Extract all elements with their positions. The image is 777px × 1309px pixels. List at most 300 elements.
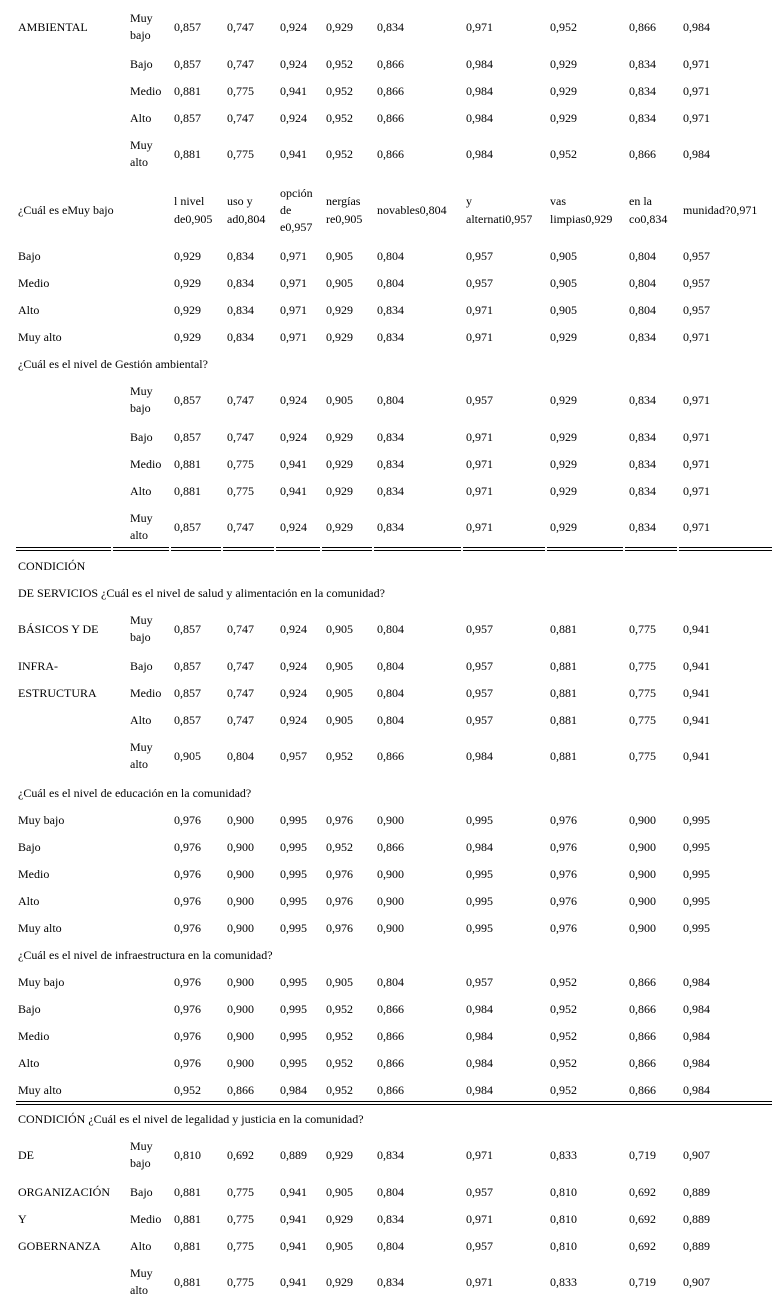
table-cell: 0,952 — [550, 20, 577, 34]
table-cell: 0,941 — [280, 457, 307, 471]
table-cell: 0,857 — [174, 622, 201, 636]
table-cell: 0,775 — [227, 484, 254, 498]
table-cell: 0,775 — [227, 1212, 254, 1226]
table-cell: 0,957 — [466, 249, 493, 263]
table-cell: 0,995 — [280, 1056, 307, 1070]
header-cell: re0,905 — [326, 212, 363, 226]
question-text: ¿Cuál es eMuy bajo — [18, 203, 114, 217]
table-cell: 0,804 — [377, 686, 404, 700]
table-cell: 0,984 — [466, 1002, 493, 1016]
category-label: Muy — [130, 384, 153, 398]
table-cell: 0,834 — [227, 276, 254, 290]
table-cell: 0,924 — [280, 686, 307, 700]
table-cell: 0,984 — [683, 147, 710, 161]
category-label: alto — [130, 155, 148, 169]
table-cell: 0,900 — [377, 813, 404, 827]
header-cell: de0,905 — [174, 212, 213, 226]
table-cell: 0,971 — [466, 430, 493, 444]
table-cell: 0,984 — [683, 1029, 710, 1043]
table-cell: 0,976 — [326, 867, 353, 881]
table-cell: 0,866 — [629, 20, 656, 34]
table-cell: 0,866 — [629, 1002, 656, 1016]
category-label: Medio — [130, 686, 162, 700]
table-cell: 0,976 — [550, 894, 577, 908]
table-cell: 0,976 — [174, 1002, 201, 1016]
table-cell: 0,834 — [629, 57, 656, 71]
table-cell: 0,889 — [280, 1148, 307, 1162]
table-cell: 0,889 — [683, 1239, 710, 1253]
category-label: Alto — [18, 1056, 40, 1070]
question-text: CONDICIÓN ¿Cuál es el nivel de legalidad y justicia en la comunidad? — [18, 1112, 364, 1126]
table-cell: 0,941 — [280, 147, 307, 161]
table-cell: 0,957 — [683, 249, 710, 263]
category-label: Medio — [18, 1029, 50, 1043]
table-cell: 0,976 — [174, 975, 201, 989]
table-cell: 0,810 — [550, 1185, 577, 1199]
table-cell: 0,971 — [683, 457, 710, 471]
table-cell: 0,952 — [174, 1083, 201, 1097]
table-cell: 0,984 — [466, 749, 493, 763]
table-cell: 0,976 — [326, 813, 353, 827]
table-cell: 0,929 — [326, 20, 353, 34]
table-cell: 0,941 — [280, 1239, 307, 1253]
table-cell: 0,747 — [227, 111, 254, 125]
category-label: Muy bajo — [18, 813, 65, 827]
header-cell: vas — [550, 194, 566, 208]
section-label: ORGANIZACIÓN — [18, 1185, 110, 1199]
table-cell: 0,952 — [550, 1002, 577, 1016]
table-cell: 0,866 — [377, 1002, 404, 1016]
table-cell: 0,881 — [550, 749, 577, 763]
table-cell: 0,866 — [377, 749, 404, 763]
table-cell: 0,834 — [377, 484, 404, 498]
category-label: Bajo — [18, 840, 41, 854]
table-cell: 0,941 — [280, 484, 307, 498]
table-cell: 0,866 — [377, 147, 404, 161]
table-cell: 0,984 — [466, 84, 493, 98]
table-cell: 0,747 — [227, 659, 254, 673]
table-cell: 0,971 — [466, 484, 493, 498]
table-cell: 0,804 — [629, 249, 656, 263]
table-cell: 0,952 — [326, 1029, 353, 1043]
category-label: Alto — [130, 1239, 152, 1253]
table-cell: 0,941 — [280, 1185, 307, 1199]
category-label: alto — [130, 528, 148, 542]
table-cell: 0,952 — [326, 147, 353, 161]
category-label: Muy bajo — [18, 975, 65, 989]
table-cell: 0,775 — [629, 622, 656, 636]
table-cell: 0,905 — [550, 276, 577, 290]
table-cell: 0,804 — [227, 749, 254, 763]
category-label: Bajo — [18, 1002, 41, 1016]
category-label: Muy — [130, 1266, 153, 1280]
table-cell: 0,924 — [280, 57, 307, 71]
table-cell: 0,900 — [227, 867, 254, 881]
header-cell: y — [466, 194, 472, 208]
table-cell: 0,905 — [326, 686, 353, 700]
table-cell: 0,995 — [466, 921, 493, 935]
table-cell: 0,971 — [466, 1148, 493, 1162]
table-cell: 0,900 — [377, 894, 404, 908]
table-cell: 0,971 — [280, 303, 307, 317]
category-label: Muy — [130, 613, 153, 627]
table-cell: 0,971 — [466, 457, 493, 471]
table-cell: 0,905 — [326, 1185, 353, 1199]
table-cell: 0,957 — [466, 659, 493, 673]
category-label: Muy — [130, 11, 153, 25]
header-cell: nergías — [326, 194, 361, 208]
table-cell: 0,747 — [227, 393, 254, 407]
table-cell: 0,866 — [377, 840, 404, 854]
category-label: bajo — [130, 28, 151, 42]
category-label: Bajo — [130, 1185, 153, 1199]
table-cell: 0,952 — [326, 57, 353, 71]
table-cell: 0,775 — [227, 1239, 254, 1253]
table-cell: 0,929 — [174, 330, 201, 344]
table-cell: 0,866 — [629, 1083, 656, 1097]
table-cell: 0,929 — [326, 484, 353, 498]
table-cell: 0,834 — [377, 430, 404, 444]
table-cell: 0,866 — [377, 111, 404, 125]
table-cell: 0,971 — [466, 20, 493, 34]
table-cell: 0,719 — [629, 1275, 656, 1289]
table-cell: 0,941 — [683, 622, 710, 636]
table-cell: 0,900 — [227, 894, 254, 908]
table-cell: 0,984 — [466, 1083, 493, 1097]
table-cell: 0,834 — [377, 1275, 404, 1289]
table-cell: 0,881 — [174, 1212, 201, 1226]
table-cell: 0,929 — [326, 330, 353, 344]
table-cell: 0,929 — [550, 430, 577, 444]
category-label: Medio — [18, 276, 50, 290]
table-cell: 0,971 — [280, 249, 307, 263]
header-cell: novables0,804 — [377, 203, 447, 217]
table-cell: 0,834 — [629, 111, 656, 125]
section-label: Y — [18, 1212, 27, 1226]
table-cell: 0,857 — [174, 111, 201, 125]
category-label: Bajo — [18, 249, 41, 263]
table-cell: 0,866 — [377, 1056, 404, 1070]
table-cell: 0,971 — [683, 57, 710, 71]
table-cell: 0,834 — [377, 330, 404, 344]
table-cell: 0,957 — [466, 276, 493, 290]
table-cell: 0,810 — [174, 1148, 201, 1162]
table-cell: 0,866 — [227, 1083, 254, 1097]
table-cell: 0,995 — [466, 894, 493, 908]
table-cell: 0,957 — [466, 1239, 493, 1253]
header-cell: alternati0,957 — [466, 212, 533, 226]
header-cell: en la — [629, 194, 652, 208]
table-cell: 0,995 — [683, 840, 710, 854]
section-label: GOBERNANZA — [18, 1239, 101, 1253]
table-cell: 0,747 — [227, 520, 254, 534]
table-cell: 0,804 — [377, 713, 404, 727]
table-cell: 0,881 — [174, 484, 201, 498]
table-cell: 0,929 — [326, 303, 353, 317]
table-cell: 0,834 — [629, 84, 656, 98]
category-label: Muy — [130, 740, 153, 754]
table-cell: 0,957 — [683, 276, 710, 290]
category-label: Bajo — [130, 659, 153, 673]
table-cell: 0,952 — [326, 1002, 353, 1016]
table-cell: 0,984 — [683, 1002, 710, 1016]
table-cell: 0,929 — [326, 430, 353, 444]
table-cell: 0,929 — [174, 249, 201, 263]
table-cell: 0,889 — [683, 1212, 710, 1226]
table-cell: 0,995 — [280, 921, 307, 935]
table-cell: 0,929 — [326, 457, 353, 471]
table-cell: 0,857 — [174, 713, 201, 727]
table-cell: 0,971 — [466, 1212, 493, 1226]
header-cell: uso y — [227, 194, 253, 208]
table-cell: 0,976 — [174, 921, 201, 935]
table-cell: 0,905 — [326, 276, 353, 290]
table-cell: 0,924 — [280, 111, 307, 125]
table-cell: 0,984 — [466, 57, 493, 71]
category-label: Medio — [130, 84, 162, 98]
table-cell: 0,976 — [550, 921, 577, 935]
table-cell: 0,834 — [629, 457, 656, 471]
table-cell: 0,984 — [280, 1083, 307, 1097]
table-cell: 0,900 — [227, 1029, 254, 1043]
table-cell: 0,900 — [227, 1056, 254, 1070]
table-cell: 0,900 — [629, 894, 656, 908]
table-cell: 0,692 — [629, 1212, 656, 1226]
table-cell: 0,804 — [629, 303, 656, 317]
table-cell: 0,900 — [629, 813, 656, 827]
table-cell: 0,834 — [629, 393, 656, 407]
table-cell: 0,957 — [466, 975, 493, 989]
table-cell: 0,941 — [683, 713, 710, 727]
table-cell: 0,971 — [683, 484, 710, 498]
table-cell: 0,929 — [550, 330, 577, 344]
table-cell: 0,834 — [377, 520, 404, 534]
table-cell: 0,692 — [227, 1148, 254, 1162]
category-label: Alto — [130, 484, 152, 498]
category-label: Medio — [130, 1212, 162, 1226]
table-cell: 0,957 — [466, 713, 493, 727]
table-cell: 0,866 — [377, 1083, 404, 1097]
table-cell: 0,941 — [683, 686, 710, 700]
table-cell: 0,866 — [377, 1029, 404, 1043]
table-cell: 0,834 — [629, 330, 656, 344]
header-cell: de — [280, 203, 292, 217]
category-label: bajo — [130, 630, 151, 644]
table-cell: 0,971 — [280, 276, 307, 290]
table-cell: 0,971 — [466, 520, 493, 534]
table-cell: 0,924 — [280, 20, 307, 34]
table-cell: 0,900 — [629, 921, 656, 935]
category-label: bajo — [130, 401, 151, 415]
table-cell: 0,775 — [227, 1275, 254, 1289]
table-cell: 0,995 — [280, 894, 307, 908]
table-cell: 0,995 — [466, 867, 493, 881]
table-cell: 0,900 — [629, 840, 656, 854]
table-cell: 0,804 — [377, 622, 404, 636]
table-cell: 0,995 — [683, 867, 710, 881]
table-cell: 0,976 — [174, 840, 201, 854]
table-cell: 0,984 — [683, 1056, 710, 1070]
question-text: ¿Cuál es el nivel de educación en la comunidad? — [18, 786, 252, 800]
table-cell: 0,866 — [629, 147, 656, 161]
table-cell: 0,881 — [174, 1275, 201, 1289]
table-cell: 0,804 — [377, 1239, 404, 1253]
table-cell: 0,804 — [377, 975, 404, 989]
table-cell: 0,952 — [550, 147, 577, 161]
table-cell: 0,905 — [326, 713, 353, 727]
section-label: ESTRUCTURA — [18, 686, 97, 700]
section-divider-segmented — [16, 547, 772, 551]
category-label: alto — [130, 757, 148, 771]
table-cell: 0,976 — [550, 867, 577, 881]
table-cell: 0,857 — [174, 686, 201, 700]
question-text: ¿Cuál es el nivel de Gestión ambiental? — [18, 357, 208, 371]
table-cell: 0,957 — [280, 749, 307, 763]
table-cell: 0,995 — [280, 975, 307, 989]
table-cell: 0,900 — [377, 921, 404, 935]
table-cell: 0,971 — [466, 1275, 493, 1289]
table-cell: 0,905 — [326, 1239, 353, 1253]
table-cell: 0,995 — [683, 813, 710, 827]
table-cell: 0,833 — [550, 1148, 577, 1162]
table-cell: 0,984 — [466, 111, 493, 125]
table-cell: 0,834 — [377, 1212, 404, 1226]
table-cell: 0,881 — [174, 84, 201, 98]
table-cell: 0,905 — [326, 975, 353, 989]
category-label: Alto — [18, 894, 40, 908]
table-cell: 0,834 — [377, 20, 404, 34]
table-cell: 0,857 — [174, 393, 201, 407]
table-cell: 0,857 — [174, 57, 201, 71]
table-cell: 0,834 — [227, 330, 254, 344]
table-cell: 0,692 — [629, 1239, 656, 1253]
table-cell: 0,952 — [550, 1029, 577, 1043]
table-cell: 0,929 — [326, 1275, 353, 1289]
table-cell: 0,924 — [280, 393, 307, 407]
table-cell: 0,719 — [629, 1148, 656, 1162]
table-cell: 0,952 — [326, 84, 353, 98]
table-cell: 0,984 — [466, 1056, 493, 1070]
table-cell: 0,976 — [326, 894, 353, 908]
table-cell: 0,775 — [629, 659, 656, 673]
table-cell: 0,834 — [377, 303, 404, 317]
table-cell: 0,984 — [466, 1029, 493, 1043]
table-cell: 0,804 — [629, 276, 656, 290]
table-cell: 0,881 — [174, 1239, 201, 1253]
table-cell: 0,957 — [466, 393, 493, 407]
table-cell: 0,775 — [629, 749, 656, 763]
question-text: DE SERVICIOS ¿Cuál es el nivel de salud y alimentación en la comunidad? — [18, 586, 385, 600]
table-cell: 0,952 — [550, 1056, 577, 1070]
table-cell: 0,866 — [377, 84, 404, 98]
table-cell: 0,804 — [377, 276, 404, 290]
header-cell: l nivel — [174, 194, 205, 208]
table-cell: 0,775 — [629, 686, 656, 700]
table-cell: 0,881 — [174, 147, 201, 161]
table-cell: 0,941 — [280, 1275, 307, 1289]
table-cell: 0,747 — [227, 430, 254, 444]
category-label: alto — [130, 1283, 148, 1297]
table-cell: 0,971 — [683, 430, 710, 444]
table-cell: 0,971 — [683, 330, 710, 344]
table-cell: 0,747 — [227, 713, 254, 727]
table-cell: 0,995 — [280, 840, 307, 854]
table-cell: 0,929 — [550, 520, 577, 534]
header-cell: opción — [280, 186, 313, 200]
table-cell: 0,995 — [280, 1029, 307, 1043]
table-cell: 0,834 — [629, 484, 656, 498]
table-cell: 0,900 — [227, 921, 254, 935]
category-label: Alto — [130, 111, 152, 125]
table-cell: 0,984 — [683, 20, 710, 34]
table-cell: 0,929 — [550, 393, 577, 407]
table-cell: 0,747 — [227, 20, 254, 34]
table-cell: 0,866 — [629, 975, 656, 989]
table-cell: 0,804 — [377, 659, 404, 673]
table-cell: 0,866 — [629, 1029, 656, 1043]
table-cell: 0,952 — [326, 111, 353, 125]
table-cell: 0,971 — [466, 303, 493, 317]
table-cell: 0,810 — [550, 1212, 577, 1226]
table-cell: 0,929 — [326, 1212, 353, 1226]
table-cell: 0,905 — [174, 749, 201, 763]
table-cell: 0,775 — [227, 457, 254, 471]
table-cell: 0,995 — [683, 921, 710, 935]
table-cell: 0,976 — [326, 921, 353, 935]
table-cell: 0,976 — [174, 1029, 201, 1043]
table-cell: 0,834 — [377, 1148, 404, 1162]
table-cell: 0,952 — [550, 1083, 577, 1097]
table-cell: 0,900 — [377, 867, 404, 881]
table-cell: 0,941 — [683, 659, 710, 673]
table-cell: 0,834 — [227, 249, 254, 263]
category-label: Medio — [130, 457, 162, 471]
table-cell: 0,929 — [550, 111, 577, 125]
section-label: INFRA- — [18, 659, 59, 673]
table-cell: 0,834 — [629, 520, 656, 534]
question-text: ¿Cuál es el nivel de infraestructura en la comunidad? — [18, 948, 273, 962]
table-cell: 0,907 — [683, 1275, 710, 1289]
table-cell: 0,857 — [174, 520, 201, 534]
table-cell: 0,929 — [326, 520, 353, 534]
table-cell: 0,995 — [683, 894, 710, 908]
section-label: AMBIENTAL — [18, 20, 88, 34]
table-cell: 0,929 — [326, 1148, 353, 1162]
table-cell: 0,881 — [174, 1185, 201, 1199]
table-cell: 0,984 — [683, 1083, 710, 1097]
table-cell: 0,747 — [227, 622, 254, 636]
table-cell: 0,952 — [550, 975, 577, 989]
table-cell: 0,804 — [377, 1185, 404, 1199]
table-cell: 0,941 — [280, 84, 307, 98]
table-cell: 0,833 — [550, 1275, 577, 1289]
table-cell: 0,971 — [280, 330, 307, 344]
table-cell: 0,995 — [280, 1002, 307, 1016]
table-cell: 0,971 — [683, 111, 710, 125]
table-cell: 0,929 — [550, 57, 577, 71]
table-cell: 0,900 — [227, 813, 254, 827]
table-cell: 0,905 — [326, 659, 353, 673]
table-cell: 0,952 — [326, 1083, 353, 1097]
category-label: Alto — [18, 303, 40, 317]
table-cell: 0,924 — [280, 622, 307, 636]
category-label: Bajo — [130, 430, 153, 444]
table-cell: 0,834 — [227, 303, 254, 317]
section-label: BÁSICOS Y DE — [18, 622, 99, 636]
table-cell: 0,775 — [227, 1185, 254, 1199]
table-cell: 0,957 — [683, 303, 710, 317]
table-cell: 0,775 — [629, 713, 656, 727]
